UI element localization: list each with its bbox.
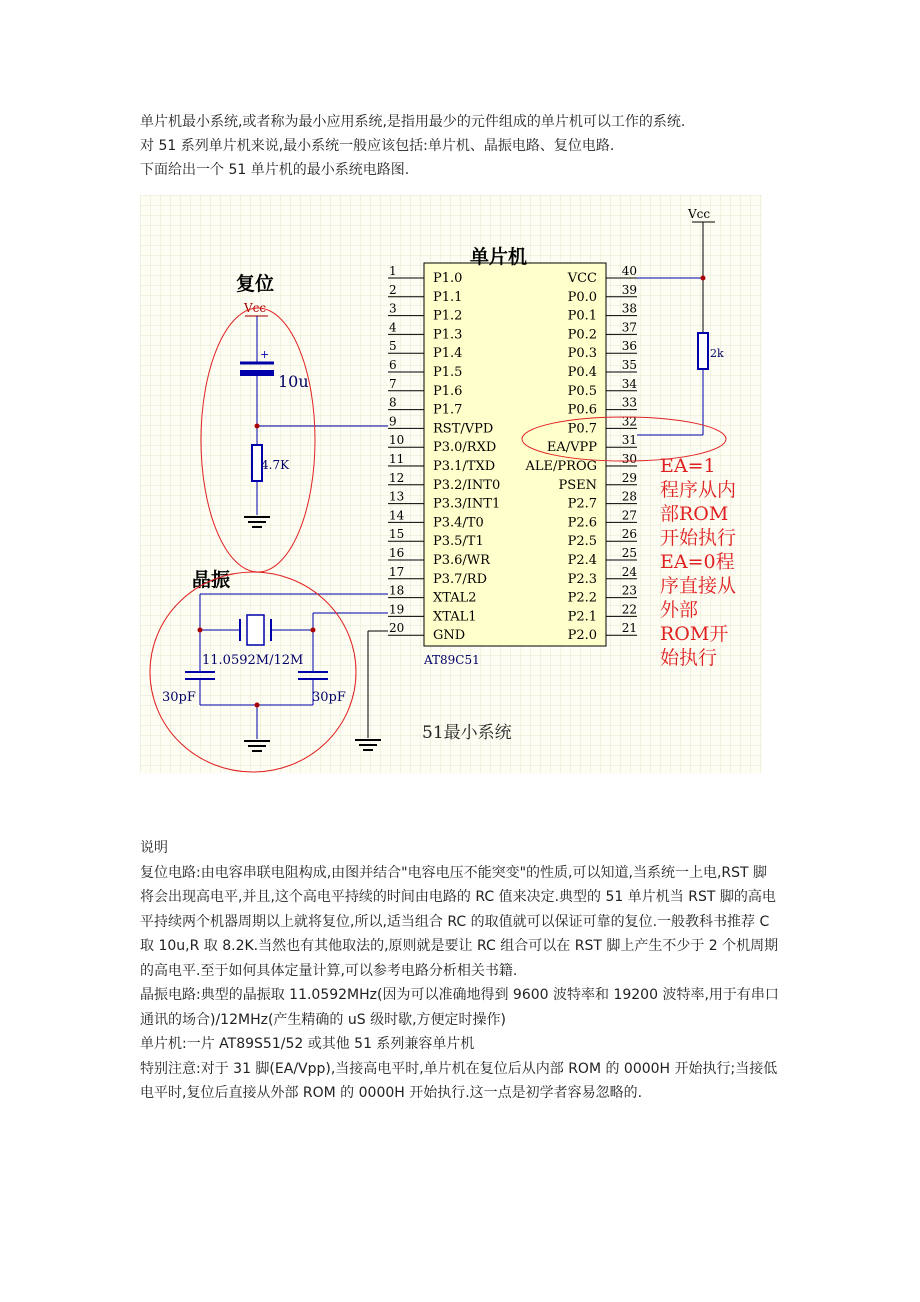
pin-name: P0.4 [567,365,597,380]
pin-number: 22 [621,602,637,617]
crystal-body [247,615,264,645]
circuit-diagram [140,195,762,773]
pin-number: 36 [621,339,637,354]
pin-name: P1.5 [433,365,463,380]
annotation-line: 开始执行 [660,527,737,549]
pin-number: 16 [389,546,405,560]
junction-vcc [701,276,706,281]
pin-name: ALE/PROG [525,459,597,474]
notes-section [140,836,780,1106]
pin-name: XTAL1 [433,609,477,625]
circuit-svg [140,195,762,773]
annotation-line: 始执行 [660,647,718,669]
vcc-reset-label: Vcc [244,301,267,315]
pin-name: P1.2 [433,308,463,324]
pullup-resistor-label: 2k [710,347,724,360]
pin-number: 15 [389,527,405,542]
cap-right-label: 30pF [312,690,346,705]
pin-number: 37 [621,320,637,335]
reset-label: 复位 [236,273,275,295]
pin-number: 31 [621,433,637,448]
pin-number: 5 [389,339,397,354]
pin-number: 4 [389,320,397,335]
pin-name: XTAL2 [433,590,477,606]
junction-rst [255,424,260,429]
annotation-line: ROM开 [660,623,729,645]
pin-name: P2.4 [567,553,597,568]
pin-name: P3.1/TXD [433,459,496,474]
pin-name: P1.7 [433,402,463,418]
junction-cap-ground [255,703,260,708]
pin-number: 19 [389,602,405,617]
annotation-line: EA=1 [660,455,716,477]
pin-name: P0.2 [567,327,597,343]
pin-number: 35 [621,358,637,372]
pin-name: P1.6 [433,383,463,399]
pin-name: VCC [567,271,597,286]
notes-crystal-paragraph: 晶振电路:典型的晶振取 11.0592MHz(因为可以准确地得到 9600 波特率和 19200 波特率,用于有串口通讯的场合)/12MHz(产生精确的 uS 级时歇,方便定时操作) [140,987,779,1028]
pin-number: 21 [621,621,637,636]
pin-name: P0.0 [567,289,597,305]
notes-reset-paragraph: 复位电路:由电容串联电阻构成,由图并结合"电容电压不能突变"的性质,可以知道,当系统一上电,RST 脚将会出现高电平,并且,这个高电平持续的时间由电路的 RC 值来决定.典型的 51 单片机当 RST 脚的高电平持续两个机器周期以上就将复位,所以,适当组合 RC 的取值就可以保证可靠的复位.一般教科书推荐 C 取 10u,R 取 8.2K.当然也有其他取法的,原则就是要让 RC 组合可以在 RST 脚上产生不少于 2 个机周期的高电平.至于如何具体定量计算,可以参考电路分析相关书籍. [140,864,779,979]
pin-number: 28 [621,489,637,504]
pin-name: P2.0 [567,628,597,644]
pin-number: 3 [389,301,397,316]
pin-name: P3.0/RXD [433,440,497,456]
pin-number: 32 [621,414,637,429]
pin-name: P2.1 [567,609,597,625]
pin-number: 18 [389,583,405,598]
pin-number: 20 [389,621,405,636]
pin-name: P0.3 [567,346,597,362]
reset-cap-label: 10u [278,372,309,391]
pin-number: 11 [389,452,405,466]
pin-number: 2 [389,282,397,297]
pin-number: 39 [621,282,637,297]
pin-number: 40 [621,264,637,278]
pin-number: 25 [621,546,637,560]
pin-number: 12 [389,470,405,485]
pin-name: P0.1 [567,308,597,324]
intro-line-3: 下面给出一个 51 单片机的最小系统电路图. [140,162,410,178]
pin-name: P3.6/WR [433,553,490,568]
pin-name: P3.2/INT0 [433,477,501,493]
crystal-value-label: 11.0592M/12M [202,653,304,668]
cap-plus: + [260,348,270,361]
cap-left-label: 30pF [162,690,196,705]
diagram-caption: 51最小系统 [422,723,512,743]
chip-title: 单片机 [470,246,528,268]
pin-name: P0.5 [567,383,597,399]
annotation-line: 部ROM [660,503,729,525]
vcc-top-label: Vcc [688,207,711,221]
pin-name: RST/VPD [433,421,494,437]
crystal-label: 晶振 [192,569,231,591]
notes-mcu-paragraph: 单片机:一片 AT89S51/52 或其他 51 系列兼容单片机 [140,1036,475,1052]
pin-name: P1.3 [433,327,463,343]
reset-cap-plate-bottom [240,370,274,376]
pin-name: P3.3/INT1 [433,496,501,512]
notes-heading: 说明 [140,840,168,856]
pin-number: 38 [621,301,637,316]
pin-number: 29 [621,470,637,485]
pin-name: P2.2 [567,590,597,606]
pin-name: P3.4/T0 [433,515,484,531]
pin-name: P2.3 [567,571,597,587]
pin-number: 6 [389,358,397,372]
annotation-line: 序直接从 [660,575,737,597]
pin-name: P0.7 [567,421,597,437]
annotation-line: 程序从内 [660,479,737,501]
pin-name: EA/VPP [546,440,597,456]
reset-resistor-label: 4.7K [261,458,290,472]
pin-name: P1.0 [433,271,463,286]
pin-name: P3.7/RD [433,571,488,587]
intro-line-1: 单片机最小系统,或者称为最小应用系统,是指用最少的元件组成的单片机可以工作的系统. [140,114,686,130]
pin-number: 9 [389,414,397,429]
pin-number: 30 [621,452,637,466]
junction-xtal-right [311,628,316,633]
pin-number: 7 [389,376,397,391]
pin-name: P3.5/T1 [433,534,484,550]
pin-name: PSEN [558,477,597,493]
pin-number: 10 [389,433,405,448]
pin-number: 24 [621,564,637,579]
pin-name: P2.5 [567,534,597,550]
pin-number: 1 [389,264,397,278]
pin-number: 34 [621,376,637,391]
pin-name: P1.4 [433,346,463,362]
pin-number: 27 [621,508,637,523]
pin-number: 17 [389,564,405,579]
pin-number: 33 [621,395,637,410]
pullup-resistor [698,333,708,369]
pin-number: 26 [621,527,637,542]
annotation-line: 外部 [660,599,699,621]
annotation-line: EA=0程 [660,551,735,573]
intro-line-2: 对 51 系列单片机来说,最小系统一般应该包括:单片机、晶振电路、复位电路. [140,138,615,154]
pin-number: 14 [389,508,405,523]
pin-name: P2.6 [567,515,597,531]
notes-special-paragraph: 特别注意:对于 31 脚(EA/Vpp),当接高电平时,单片机在复位后从内部 ROM 的 0000H 开始执行;当接低电平时,复位后直接从外部 ROM 的 0000H 开始执行.这一点是初学者容易忽略的. [140,1060,778,1101]
junction-xtal-left [198,628,203,633]
pin-number: 8 [389,395,397,410]
pin-name: P0.6 [567,402,597,418]
pin-number: 23 [621,583,637,598]
pin-number: 13 [389,489,405,504]
pin-name: GND [433,628,466,644]
ea-annotation [660,455,736,669]
intro-text [140,110,820,182]
chip-model: AT89C51 [424,653,480,667]
pin-name: P2.7 [567,496,597,512]
pin-name: P1.1 [433,289,463,305]
